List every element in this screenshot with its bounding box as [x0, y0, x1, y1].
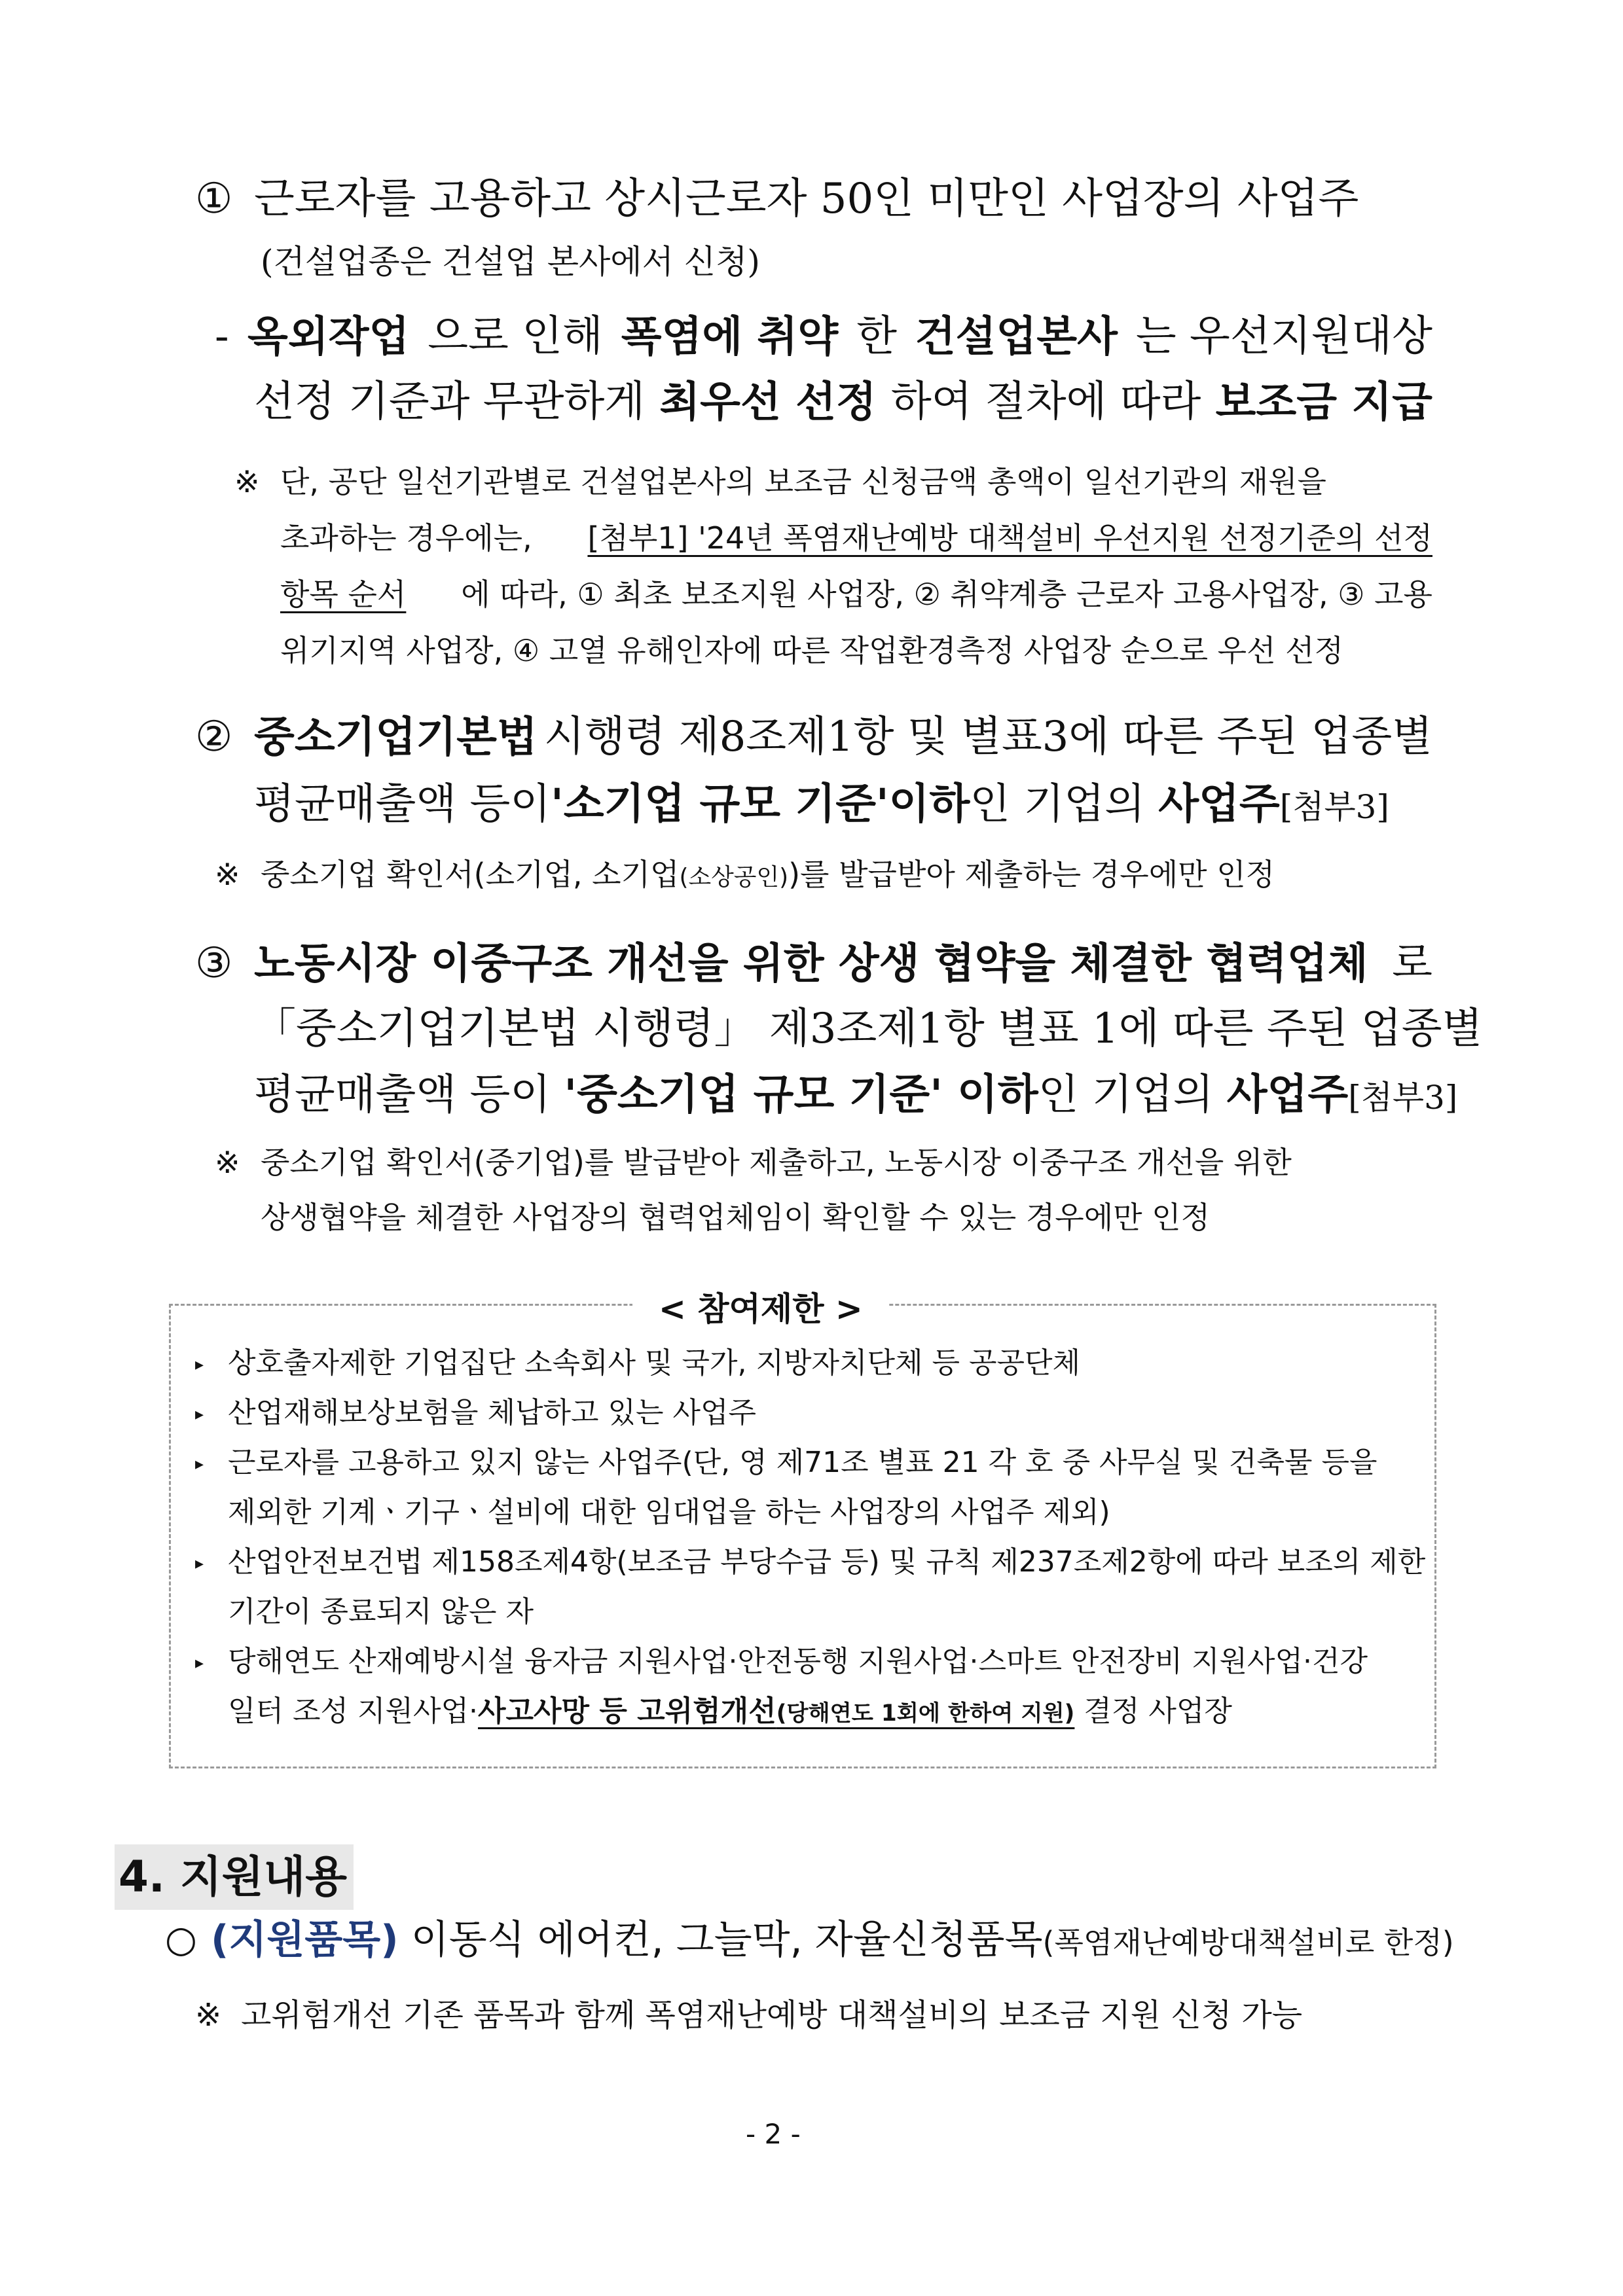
dash-l2c: 하여 절차에 따라 — [890, 378, 1201, 426]
restriction-5-l2a: 일터 조성 지원사업· — [228, 1695, 478, 1728]
item3-text1-end: 로 — [1392, 939, 1432, 988]
item1-text: 근로자를 고용하고 상시근로자 50인 미만인 사업장의 사업주 — [254, 175, 1359, 223]
section-4-title: 4. 지원내용 — [115, 1844, 354, 1910]
item3-l3e: [첨부3] — [1348, 1079, 1458, 1117]
restriction-5-l2b: 사고사망 등 고위험개선 — [478, 1695, 776, 1728]
section4-note: 고위험개선 기존 품목과 함께 폭염재난예방 대책설비의 보조금 지원 신청 가능 — [241, 1997, 1303, 2034]
restriction-4-justify — [228, 1545, 1426, 1579]
restriction-4-line1 — [228, 1545, 1426, 1579]
item1-line1 — [254, 175, 1432, 224]
note1-text2b-underlined: [첨부1] '24년 폭염재난예방 대책설비 우선지원 선정기준의 선정 — [587, 520, 1432, 556]
note3-text1: 중소기업 확인서(중기업)를 발급받아 제출하고, 노동시장 이중구조 개선을 위한 — [261, 1145, 1292, 1180]
note1-line1-justify — [280, 465, 1432, 499]
dash-w3: 폭염에 취약 — [621, 312, 839, 361]
note1-text3b: 에 따라, ① 최초 보조지원 사업장, ② 취약계층 근로자 고용사업장, ③ 고용 — [461, 577, 1432, 612]
restriction-3-line1 — [228, 1446, 1406, 1480]
note2-line — [261, 857, 1432, 892]
dash-w6: 는 우선지원대상 — [1135, 312, 1432, 361]
note1-text3a-underlined: 항목 순서 — [280, 577, 407, 612]
bullet-icon: ▸ — [195, 1653, 204, 1673]
item3-l3a: 평균매출액 등이 — [254, 1071, 551, 1119]
note1-text2a: 초과하는 경우에는, — [280, 520, 532, 556]
dash-l2b: 최우선 선정 — [659, 378, 877, 427]
note1-line2 — [280, 521, 1432, 556]
note2-b: (소상공인) — [679, 864, 789, 891]
support-items-limit: (폭염재난예방대책설비로 한정) — [1042, 1925, 1454, 1960]
item2-number: ② — [195, 713, 233, 761]
dash-line1 — [247, 313, 1432, 361]
item3-text1: 노동시장 이중구조 개선을 위한 상생 협약을 체결한 협력업체 — [254, 939, 1368, 988]
dash-mark: - — [215, 312, 229, 361]
bullet-icon: ▸ — [195, 1355, 204, 1374]
note1-text1: 단, 공단 일선기관별로 건설업본사의 보조금 신청금액 총액이 일선기관의 재원을 — [280, 464, 1326, 499]
item2-l2d: 사업주 — [1158, 780, 1280, 829]
bullet-icon: ▸ — [195, 1554, 204, 1573]
item3-number: ③ — [195, 939, 233, 988]
restriction-3-text1: 근로자를 고용하고 있지 않는 사업주(단, 영 제71조 별표 21 각 호 중 사무실 및 건축물 등을 — [228, 1446, 1377, 1479]
note1-line2-justify — [280, 521, 1432, 556]
support-items-list: 이동식 에어컨, 그늘막, 자율신청품목 — [410, 1917, 1043, 1963]
restriction-5-justify — [228, 1645, 1406, 1679]
note2-c: )를 발급받아 제출하는 경우에만 인정 — [788, 857, 1275, 892]
note1-line1 — [280, 465, 1432, 499]
item2-l2b: '소기업 규모 기준'이하 — [551, 780, 970, 829]
item3-l3b: '중소기업 규모 기준' 이하 — [564, 1070, 1038, 1119]
note1-mark: ※ — [234, 464, 260, 499]
dash-l2a: 선정 기준과 무관하게 — [254, 378, 646, 426]
dash-line2 — [254, 378, 1432, 427]
restriction-5-l2c: (당해연도 1회에 한하여 지원) — [776, 1700, 1075, 1727]
item2-line2 — [254, 780, 1389, 829]
note3-line1-justify — [261, 1145, 1432, 1180]
section4-note-mark: ※ — [195, 1997, 222, 2034]
restriction-5-line1 — [228, 1645, 1406, 1679]
restriction-2: 산업재해보상보험을 체납하고 있는 사업주 — [228, 1396, 757, 1429]
restriction-title: < 참여제한 > — [632, 1283, 889, 1330]
dash-line2-justify — [254, 378, 1432, 427]
restriction-1: 상호출자제한 기업집단 소속회사 및 국가, 지방자치단체 등 공공단체 — [228, 1346, 1080, 1380]
item2-l2c: 인 기업의 — [970, 780, 1145, 829]
dash-line1-justify — [247, 313, 1432, 361]
note1-line3 — [280, 577, 1432, 612]
note2-line-justify — [261, 857, 1432, 892]
item1-line1-justify — [254, 175, 1432, 224]
note3-mark: ※ — [215, 1145, 240, 1180]
item3-line2 — [254, 1005, 1483, 1054]
item3-line3 — [254, 1071, 1457, 1120]
item2-w2: 시행령 제8조제1항 및 별표3에 따른 주된 업종별 — [543, 713, 1432, 761]
restriction-3-line2: 제외한 기계ㆍ기구ㆍ설비에 대한 임대업을 하는 사업장의 사업주 제외) — [228, 1496, 1110, 1529]
bullet-icon: ▸ — [195, 1454, 204, 1474]
item1-sub: (건설업종은 건설업 본사에서 신청) — [261, 243, 760, 281]
note1-line4: 위기지역 사업장, ④ 고열 유해인자에 따른 작업환경측정 사업장 순으로 우선 선정 — [280, 633, 1344, 668]
item1-number: ① — [195, 175, 233, 223]
note3-line2: 상생협약을 체결한 사업장의 협력업체임이 확인할 수 있는 경우에만 인정 — [261, 1200, 1211, 1235]
restriction-5-l2d: 결정 사업장 — [1084, 1695, 1232, 1728]
item3-line1-justify — [254, 940, 1432, 988]
note2-text — [261, 857, 1275, 892]
item3-text2: 「중소기업기본법 시행령」 제3조제1항 별표 1에 따른 주된 업종별 — [254, 1005, 1483, 1053]
dash-w4: 한 — [856, 312, 897, 361]
item2-line1 — [254, 713, 1432, 762]
restriction-4-line2: 기간이 종료되지 않은 자 — [228, 1595, 534, 1628]
item2-line1-justify — [254, 713, 1432, 762]
dash-l2d: 보조금 지급 — [1215, 378, 1432, 427]
note3-line1 — [261, 1145, 1432, 1180]
page-number: - 2 - — [746, 2118, 801, 2150]
note2-a: 중소기업 확인서(소기업, 소기업 — [261, 857, 680, 892]
circle-bullet-icon: ○ — [165, 1918, 197, 1961]
support-items-label: (지원품목) — [211, 1917, 399, 1963]
dash-w2: 으로 인해 — [428, 312, 603, 361]
item2-l2a: 평균매출액 등이 — [254, 780, 551, 829]
dash-w5: 건설업본사 — [915, 312, 1118, 361]
dash-w1: 옥외작업 — [247, 312, 410, 361]
bullet-icon: ▸ — [195, 1405, 204, 1424]
support-items-line — [211, 1918, 1454, 1963]
item2-l2e: [첨부3] — [1279, 788, 1389, 826]
item3-line1 — [254, 940, 1432, 988]
restriction-5-text1: 당해연도 산재예방시설 융자금 지원사업·안전동행 지원사업·스마트 안전장비 지원사업·건강 — [228, 1645, 1368, 1678]
note1-line3-justify — [280, 577, 1432, 612]
item2-w1: 중소기업기본법 — [254, 713, 538, 762]
restriction-4-text1: 산업안전보건법 제158조제4항(보조금 부당수급 등) 및 규칙 제237조제2항에 따라 보조의 제한 — [228, 1545, 1426, 1579]
item3-line2-justify — [254, 1005, 1483, 1054]
item3-l3d: 사업주 — [1226, 1070, 1349, 1119]
restriction-5-line2 — [228, 1695, 1232, 1729]
item3-l3c: 인 기업의 — [1038, 1071, 1214, 1119]
note2-mark: ※ — [215, 857, 240, 892]
restriction-3-justify — [228, 1446, 1406, 1480]
